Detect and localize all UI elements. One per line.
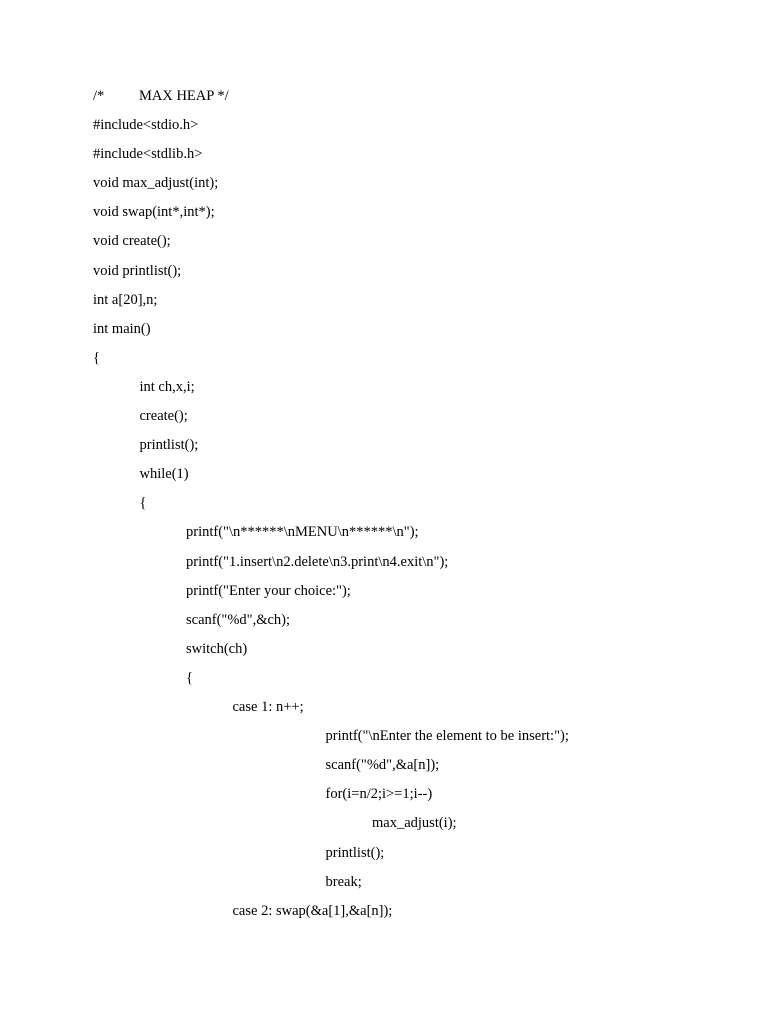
code-line: switch(ch) xyxy=(186,640,248,657)
code-line: { xyxy=(93,349,100,366)
code-line: scanf("%d",&ch); xyxy=(186,611,291,628)
code-line: { xyxy=(186,669,193,686)
code-line: { xyxy=(139,495,147,512)
code-line: printlist(); xyxy=(139,437,199,454)
code-line: case 2: swap(&a[1],&a[n]); xyxy=(232,902,393,919)
code-line: void swap(int*,int*); xyxy=(93,204,215,221)
code-line: #include<stdlib.h> xyxy=(93,146,203,163)
code-line: case 1: n++; xyxy=(232,699,304,715)
code-line: void printlist(); xyxy=(93,262,182,279)
code-line: int main() xyxy=(93,320,151,337)
code-line: printf("1.insert\n2.delete\n3.print\n4.exit\n"); xyxy=(186,553,449,570)
code-line: int a[20],n; xyxy=(93,291,158,308)
code-line: printf("\n******\nMENU\n******\n"); xyxy=(186,524,419,541)
code-line: break; xyxy=(325,873,362,890)
code-line: void max_adjust(int); xyxy=(93,175,219,192)
code-line: int ch,x,i; xyxy=(139,378,195,395)
code-line: printlist(); xyxy=(325,844,385,861)
code-line: printf("\nEnter the element to be insert:"); xyxy=(325,728,569,745)
code-line: while(1) xyxy=(139,466,189,483)
comment-title: MAX HEAP */ xyxy=(139,88,229,104)
comment-open: /* xyxy=(93,88,105,104)
code-line: #include<stdio.h> xyxy=(93,117,199,133)
code-line: max_adjust(i); xyxy=(372,815,457,832)
code-line: scanf("%d",&a[n]); xyxy=(325,757,440,774)
code-line: create(); xyxy=(139,408,188,424)
code-line: for(i=n/2;i>=1;i--) xyxy=(325,786,433,803)
code-line: printf("Enter your choice:"); xyxy=(186,582,351,599)
code-line: void create(); xyxy=(93,233,171,250)
